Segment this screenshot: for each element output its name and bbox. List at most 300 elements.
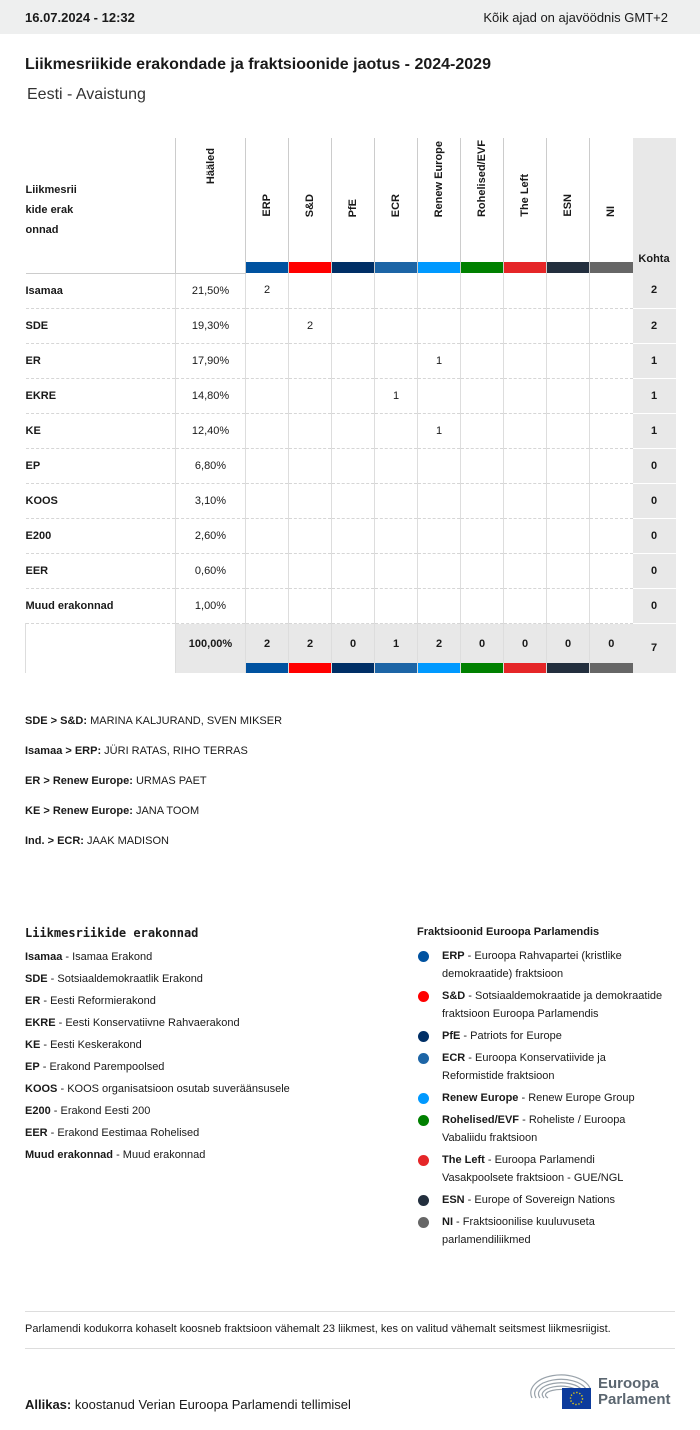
group-legend-text: NI - Fraktsioonilise kuuluvuseta parlamendiliikmed <box>442 1216 595 1246</box>
header-group-label: ESN <box>562 194 574 217</box>
header-group-6 <box>504 138 547 273</box>
header-votes-label: Hääled <box>204 148 217 185</box>
party-name: SDE <box>26 308 176 343</box>
vote-share: 1,00% <box>176 588 246 623</box>
seat-cell <box>332 448 375 483</box>
vote-share: 3,10% <box>176 483 246 518</box>
row-total-seats: 2 <box>633 308 676 343</box>
party-abbr: EER <box>25 1127 48 1139</box>
row-total-seats: 0 <box>633 448 676 483</box>
party-full-name: Muud erakonnad <box>122 1149 206 1161</box>
seat-cell <box>246 413 289 448</box>
group-total-value: 1 <box>392 637 400 650</box>
group-legend-item <box>417 1049 667 1085</box>
group-total-seats <box>375 623 418 673</box>
group-abbr: ECR <box>442 1052 466 1064</box>
party-full-name: KOOS organisatsioon osutab suveräänsusele <box>67 1083 290 1095</box>
seat-cell <box>418 308 461 343</box>
seat-cell <box>547 553 590 588</box>
group-color-bar <box>504 663 546 673</box>
group-color-dot-icon <box>418 951 429 962</box>
group-color-bar <box>590 262 633 273</box>
datetime: 16.07.2024 - 12:32 <box>25 9 135 25</box>
party-full-name: Sotsiaaldemokraatlik Erakond <box>57 973 203 985</box>
seat-cell <box>289 483 332 518</box>
group-total-seats <box>547 623 590 673</box>
logo-line1: Euroopa <box>598 1375 659 1392</box>
seat-cell <box>246 378 289 413</box>
row-total-seats: 1 <box>633 343 676 378</box>
table-row <box>26 273 676 308</box>
assignment-names: URMAS PAET <box>132 775 207 787</box>
hemicycle-eu-flag-icon <box>530 1374 592 1410</box>
party-full-name: Erakond Parempoolsed <box>49 1061 165 1073</box>
table-row <box>26 518 676 553</box>
seat-cell <box>461 308 504 343</box>
vote-share: 12,40% <box>176 413 246 448</box>
header-party <box>26 138 176 273</box>
seat-cell <box>289 413 332 448</box>
group-abbr: ERP <box>442 950 465 962</box>
group-total-value: 2 <box>263 637 271 650</box>
seat-cell <box>246 308 289 343</box>
seat-cell <box>461 553 504 588</box>
header-group-2 <box>332 138 375 273</box>
group-legend-item <box>417 1151 667 1187</box>
seat-cell <box>332 588 375 623</box>
group-legend-text: ERP - Euroopa Rahvapartei (kristlike demokraatide) fraktsioon <box>442 950 622 980</box>
group-abbr: S&D <box>442 990 466 1002</box>
vote-share: 2,60% <box>176 518 246 553</box>
group-color-dot-icon <box>418 1093 429 1104</box>
group-color-dot-icon <box>418 1053 429 1064</box>
group-color-dot-icon <box>418 991 429 1002</box>
seat-distribution-table <box>25 138 676 673</box>
seat-cell <box>590 448 633 483</box>
vote-share: 6,80% <box>176 448 246 483</box>
party-legend <box>25 926 290 1161</box>
group-color-dot-icon <box>418 1195 429 1206</box>
party-full-name: Eesti Keskerakond <box>50 1039 142 1051</box>
vote-share: 0,60% <box>176 553 246 588</box>
assignment-note <box>25 805 282 835</box>
party-legend-item: E200 - Erakond Eesti 200 <box>25 1105 151 1117</box>
seat-cell <box>332 378 375 413</box>
group-total-seats <box>418 623 461 673</box>
seat-cell <box>547 518 590 553</box>
seat-cell <box>418 448 461 483</box>
table-row <box>26 308 676 343</box>
group-color-bar <box>332 262 374 273</box>
header-party-label: Liikmesriikide erakonnad <box>25 184 77 237</box>
seat-cell <box>246 448 289 483</box>
seat-cell <box>375 483 418 518</box>
group-legend-item <box>417 1111 667 1147</box>
assignment-note <box>25 835 282 865</box>
group-full-name: Euroopa Rahvapartei (kristlike demokraatide) fraktsioon <box>442 950 622 980</box>
seat-cell: 2 <box>246 273 289 308</box>
group-abbr: Rohelised/EVF <box>442 1114 520 1126</box>
assignment-label: KE > Renew Europe: <box>25 805 133 817</box>
seat-cell <box>547 413 590 448</box>
vote-share: 17,90% <box>176 343 246 378</box>
seat-cell <box>547 588 590 623</box>
row-total-seats: 1 <box>633 378 676 413</box>
group-total-seats <box>289 623 332 673</box>
header-group-7 <box>547 138 590 273</box>
party-legend-title: Liikmesriikide erakonnad <box>25 926 199 940</box>
seat-cell <box>332 308 375 343</box>
group-legend-item <box>417 1089 667 1107</box>
party-abbr: ER <box>25 995 41 1007</box>
seat-cell <box>590 343 633 378</box>
assignment-names: MARINA KALJURAND, SVEN MIKSER <box>87 715 283 727</box>
assignment-note <box>25 775 282 805</box>
seat-cell <box>375 273 418 308</box>
group-full-name: Patriots for Europe <box>470 1030 562 1042</box>
group-legend-item <box>417 947 667 983</box>
table-row <box>26 483 676 518</box>
party-name: ER <box>26 343 176 378</box>
seat-cell <box>418 273 461 308</box>
row-total-seats: 0 <box>633 553 676 588</box>
group-color-bar <box>418 262 460 273</box>
seat-cell <box>289 553 332 588</box>
page-subtitle: Eesti - Avaistung <box>27 86 146 103</box>
seat-cell <box>547 483 590 518</box>
group-legend-text: PfE - Patriots for Europe <box>442 1030 562 1042</box>
party-full-name: Erakond Eesti 200 <box>60 1105 151 1117</box>
party-full-name: Erakond Eestimaa Rohelised <box>57 1127 200 1139</box>
seat-cell <box>332 273 375 308</box>
seat-cell <box>289 378 332 413</box>
seat-cell <box>418 588 461 623</box>
seat-cell <box>375 413 418 448</box>
table-row <box>26 588 676 623</box>
seat-cell <box>461 378 504 413</box>
group-legend-text: Rohelised/EVF - Roheliste / Euroopa Vabaliidu fraktsioon <box>442 1114 626 1144</box>
group-total-value: 0 <box>521 637 529 650</box>
seat-cell <box>289 518 332 553</box>
party-legend-item: EKRE - Eesti Konservatiivne Rahvaerakond <box>25 1017 240 1029</box>
group-legend-item <box>417 1027 667 1045</box>
seat-cell <box>375 308 418 343</box>
group-color-bar <box>246 262 288 273</box>
header-group-label: ECR <box>390 193 402 217</box>
group-color-dot-icon <box>418 1155 429 1166</box>
seat-cell <box>289 588 332 623</box>
seat-cell <box>246 518 289 553</box>
seat-cell <box>375 588 418 623</box>
seat-cell <box>332 553 375 588</box>
header-group-4 <box>418 138 461 273</box>
seat-cell: 1 <box>418 343 461 378</box>
group-total-value: 0 <box>608 637 615 650</box>
assignment-names: JANA TOOM <box>132 805 200 817</box>
seat-cell <box>461 483 504 518</box>
totals-blank <box>26 623 176 673</box>
seat-cell <box>246 483 289 518</box>
group-color-bar <box>332 663 374 673</box>
seat-cell <box>332 518 375 553</box>
party-abbr: KOOS <box>25 1083 58 1095</box>
assignment-label: SDE > S&D: <box>25 715 88 727</box>
group-full-name: Euroopa Konservatiivide ja Reformistide fraktsioon <box>442 1052 606 1082</box>
seat-cell <box>504 448 547 483</box>
seat-cell <box>590 378 633 413</box>
seat-cell <box>375 518 418 553</box>
seat-cell <box>590 518 633 553</box>
group-color-bar <box>246 663 288 673</box>
group-color-dot-icon <box>418 1217 429 1228</box>
group-full-name: Europe of Sovereign Nations <box>474 1194 616 1206</box>
group-total-seats <box>246 623 289 673</box>
seat-cell <box>246 588 289 623</box>
assignment-note <box>25 745 282 775</box>
group-total-value: 2 <box>435 637 443 650</box>
timezone-note: Kõik ajad on ajavöödnis GMT+2 <box>483 9 668 25</box>
party-full-name: Isamaa Erakond <box>72 951 153 963</box>
group-color-bar <box>504 262 546 273</box>
vote-share: 14,80% <box>176 378 246 413</box>
seat-cell <box>504 588 547 623</box>
seat-cell <box>289 343 332 378</box>
party-legend-item: KE - Eesti Keskerakond <box>25 1039 142 1051</box>
seat-cell <box>418 518 461 553</box>
party-name: EKRE <box>26 378 176 413</box>
seat-cell <box>590 553 633 588</box>
group-color-dot-icon <box>418 1115 429 1126</box>
group-full-name: Sotsiaaldemokraatide ja demokraatide fraktsioon Euroopa Parlamendis <box>442 990 663 1020</box>
party-legend-item: Muud erakonnad - Muud erakonnad <box>25 1149 206 1161</box>
group-full-name: Fraktsioonilise kuuluvuseta parlamendiliikmed <box>442 1216 595 1246</box>
group-full-name: Renew Europe Group <box>528 1092 635 1104</box>
party-full-name: Eesti Reformierakond <box>50 995 156 1007</box>
seat-cell <box>547 378 590 413</box>
header-group-label: ERP <box>261 194 273 217</box>
party-name: EER <box>26 553 176 588</box>
seat-cell <box>461 588 504 623</box>
seat-cell <box>418 483 461 518</box>
group-full-name: Roheliste / Euroopa Vabaliidu fraktsioon <box>442 1114 626 1144</box>
group-total-seats <box>590 623 633 673</box>
seat-cell <box>375 553 418 588</box>
group-legend-text: The Left - Euroopa Parlamendi Vasakpoolsete fraktsioon - GUE/NGL <box>442 1154 624 1184</box>
group-total-value: 2 <box>306 637 314 650</box>
table-row <box>26 553 676 588</box>
group-legend-item <box>417 1191 667 1209</box>
group-total-seats <box>461 623 504 673</box>
table-row <box>26 413 676 448</box>
seat-cell <box>590 483 633 518</box>
header-group-label: S&D <box>304 193 316 217</box>
seat-cell <box>590 308 633 343</box>
vote-share: 21,50% <box>176 273 246 308</box>
logo-line2: Parlament <box>598 1391 671 1408</box>
page-title: Liikmesriikide erakondade ja fraktsioonide jaotus - 2024-2029 <box>25 56 491 73</box>
header-group-1 <box>289 138 332 273</box>
row-total-seats: 1 <box>633 413 676 448</box>
total-votes: 100,00% <box>176 623 246 673</box>
seat-cell <box>547 308 590 343</box>
seat-cell <box>547 343 590 378</box>
group-color-bar <box>547 262 589 273</box>
row-total-seats: 0 <box>633 588 676 623</box>
table-row <box>26 343 676 378</box>
seat-cell <box>590 273 633 308</box>
party-abbr: E200 <box>25 1105 51 1117</box>
header-group-label: The Left <box>519 174 531 217</box>
assignment-names: JAAK MADISON <box>83 835 169 847</box>
party-legend-item: Isamaa - Isamaa Erakond <box>25 951 153 963</box>
seat-cell <box>504 553 547 588</box>
group-color-bar <box>590 663 633 673</box>
party-name: Muud erakonnad <box>26 588 176 623</box>
group-total-value: 0 <box>349 637 357 650</box>
party-abbr: EP <box>25 1061 40 1073</box>
group-abbr: Renew Europe <box>442 1092 519 1104</box>
group-legend-text: ECR - Euroopa Konservatiivide ja Reformistide fraktsioon <box>442 1052 606 1082</box>
assignment-label: Isamaa > ERP: <box>25 745 102 757</box>
seat-cell <box>246 343 289 378</box>
group-full-name: Euroopa Parlamendi Vasakpoolsete fraktsioon - GUE/NGL <box>442 1154 624 1184</box>
seat-cell <box>375 343 418 378</box>
seat-cell <box>504 483 547 518</box>
header-group-0 <box>246 138 289 273</box>
party-legend-item: ER - Eesti Reformierakond <box>25 995 156 1007</box>
party-name: KOOS <box>26 483 176 518</box>
group-color-bar <box>375 262 417 273</box>
group-color-bar <box>547 663 589 673</box>
seat-cell <box>504 413 547 448</box>
header-group-label: NI <box>605 206 618 217</box>
grand-total-seats: 7 <box>633 623 676 673</box>
top-bar <box>0 0 700 34</box>
seat-cell: 2 <box>289 308 332 343</box>
header-group-8 <box>590 138 633 273</box>
party-abbr: Muud erakonnad <box>25 1149 114 1161</box>
seat-cell <box>461 273 504 308</box>
group-color-bar <box>375 663 417 673</box>
row-total-seats: 0 <box>633 518 676 553</box>
group-legend-title: Fraktsioonid Euroopa Parlamendis <box>417 926 600 938</box>
party-abbr: KE <box>25 1039 41 1051</box>
group-total-value: 0 <box>478 637 486 650</box>
group-abbr: NI <box>442 1216 453 1228</box>
seat-cell <box>504 518 547 553</box>
header-group-5 <box>461 138 504 273</box>
seat-cell <box>504 343 547 378</box>
header-group-label: Rohelised/EVF <box>476 139 488 217</box>
source-note <box>25 1397 351 1412</box>
group-total-seats <box>332 623 375 673</box>
assignment-label: Ind. > ECR: <box>25 835 84 847</box>
group-total-value: 0 <box>564 637 572 650</box>
row-total-seats: 2 <box>633 273 676 308</box>
group-abbr: PfE <box>442 1030 461 1042</box>
assignment-note <box>25 715 282 745</box>
group-color-dot-icon <box>418 1031 429 1042</box>
seat-cell <box>504 308 547 343</box>
seat-cell <box>332 483 375 518</box>
header-group-3 <box>375 138 418 273</box>
seat-cell <box>289 273 332 308</box>
header-seats: Kohta <box>633 138 676 273</box>
seat-cell: 1 <box>418 413 461 448</box>
group-color-bar <box>461 262 503 273</box>
group-legend-text: S&D - Sotsiaaldemokraatide ja demokraatide fraktsioon Euroopa Parlamendis <box>442 990 663 1020</box>
group-color-bar <box>289 663 331 673</box>
party-name: E200 <box>26 518 176 553</box>
seat-cell <box>246 553 289 588</box>
seat-cell <box>504 378 547 413</box>
party-legend-item: EER - Erakond Eestimaa Rohelised <box>25 1127 200 1139</box>
group-legend-text: Renew Europe - Renew Europe Group <box>442 1092 635 1104</box>
group-legend <box>417 926 667 1253</box>
header-group-label: Renew Europe <box>433 140 445 217</box>
group-color-bar <box>289 262 331 273</box>
party-abbr: SDE <box>25 973 48 985</box>
seat-cell <box>418 553 461 588</box>
seat-cell <box>504 273 547 308</box>
group-total-seats <box>504 623 547 673</box>
seat-cell <box>590 413 633 448</box>
party-legend-item: EP - Erakond Parempoolsed <box>25 1061 165 1073</box>
seat-cell <box>590 588 633 623</box>
seat-cell <box>289 448 332 483</box>
seat-cell <box>547 273 590 308</box>
seat-cell <box>461 518 504 553</box>
table-row <box>26 378 676 413</box>
group-abbr: The Left <box>442 1154 485 1166</box>
party-abbr: EKRE <box>25 1017 56 1029</box>
totals-row <box>26 623 676 673</box>
group-legend-item <box>417 1213 667 1249</box>
seat-cell <box>547 448 590 483</box>
seat-cell <box>332 343 375 378</box>
source-text: koostanud Verian Euroopa Parlamendi tellimisel <box>71 1397 351 1412</box>
party-abbr: Isamaa <box>25 951 63 963</box>
seat-cell <box>418 378 461 413</box>
ep-logo <box>530 1374 671 1410</box>
mep-assignments <box>25 715 282 865</box>
party-name: KE <box>26 413 176 448</box>
group-abbr: ESN <box>442 1194 465 1206</box>
source-label: Allikas: <box>25 1397 72 1412</box>
seat-cell: 1 <box>375 378 418 413</box>
seat-cell <box>461 413 504 448</box>
table-row <box>26 448 676 483</box>
row-total-seats: 0 <box>633 483 676 518</box>
party-name: Isamaa <box>26 273 176 308</box>
seat-cell <box>461 343 504 378</box>
group-color-bar <box>418 663 460 673</box>
footnote: Parlamendi kodukorra kohaselt koosneb fraktsioon vähemalt 23 liikmest, kes on valitud vähemalt seitsmest liikmesriigist. <box>25 1311 675 1349</box>
header-group-label: PfE <box>347 198 359 217</box>
seat-cell <box>461 448 504 483</box>
assignment-label: ER > Renew Europe: <box>25 775 133 787</box>
header-votes <box>176 138 246 273</box>
group-legend-item <box>417 987 667 1023</box>
seat-cell <box>332 413 375 448</box>
party-name: EP <box>26 448 176 483</box>
party-legend-item: KOOS - KOOS organisatsioon osutab suveräänsusele <box>25 1083 290 1095</box>
group-color-bar <box>461 663 503 673</box>
seat-cell <box>375 448 418 483</box>
party-legend-item: SDE - Sotsiaaldemokraatlik Erakond <box>25 973 203 985</box>
vote-share: 19,30% <box>176 308 246 343</box>
party-full-name: Eesti Konservatiivne Rahvaerakond <box>65 1017 240 1029</box>
